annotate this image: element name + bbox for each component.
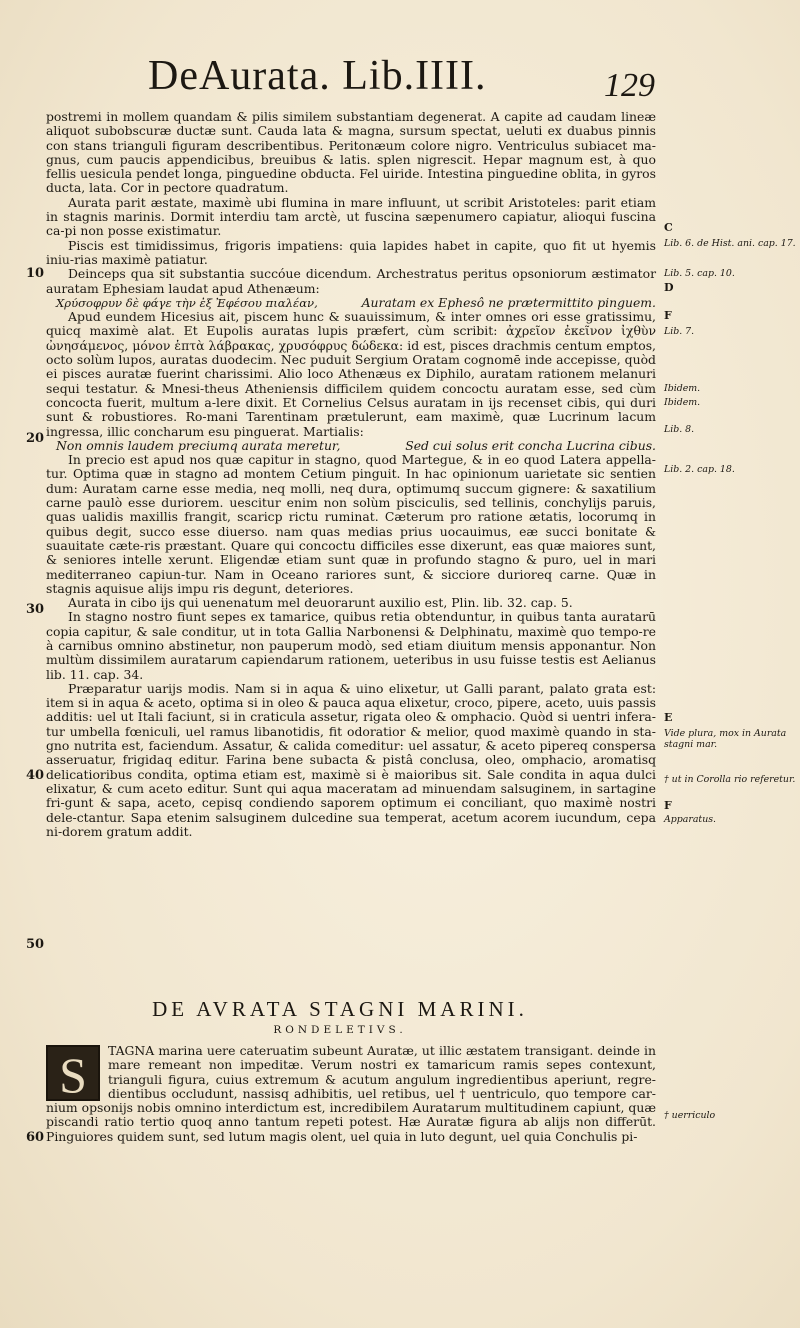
line-number: 30 <box>26 602 45 617</box>
paragraph: Aurata in cibo ijs qui uenenatum mel deuorarunt auxilio est, Plin. lib. 32. cap. 5. <box>68 595 573 611</box>
margin-note: C <box>664 221 673 234</box>
margin-note: Lib. 6. de Hist. ani. cap. 17. <box>664 238 796 249</box>
decorated-initial: S <box>46 1045 100 1101</box>
margin-note: † uerriculo <box>664 1110 716 1121</box>
margin-note: Ibidem. <box>664 383 701 394</box>
margin-note: Apparatus. <box>664 814 717 825</box>
greek-verse-text: Χρύσοφρυν δὲ φάγε τὴν ἐξ Ἐφέσου πιαλέαν, <box>56 295 318 310</box>
margin-note: F <box>664 309 672 322</box>
martial-verse <box>46 439 656 453</box>
paragraph: Deinceps qua sit substantia succóue dicendum. Archestratus peritus opsoniorum æstimator auratam Ephesiam laudat apud Athenæum: <box>46 266 656 296</box>
paragraph: Præparatur uarijs modis. Nam si in aqua & uino elixetur, ut Galli parant, palato grata est: item si in aqua & aceto, optima si in oleo & pauca aqua elixetur, croco, pipere, aceto, uuis passis additis: uel ut Itali faciunt, si in craticula assetur, rigata oleo & omphacio. Quòd si uentri infera-tur umbella fœniculi, uel ramus libanotidis, fit odoratior & melior, quod maximè quando in sta-gno nutrita est, faciendum. Assatur, & calida comeditur: uel assatur, & aceto pipereq conspersa asseruatur, frigidaq editur. Farina bene subacta & pistâ conclusa, oleo, omphacio, aromatisq delicatioribus condita, optima etiam est, maximè si è maioribus sit. Sale condita in aqua dulci elixatur, & cum aceto editur. Sunt qui aqua maceratam ad minuendam salsuginem, in sartagine fri-gunt & sapa, aceto, cepisq condiendo saporem optimum ei conciliant, quo maximè nostri dele-ctantur. Sapa etenim salsuginem dulcedine sua temperat, acetum acorem iucundum, cepa ni-dorem gratum addit. <box>46 680 656 839</box>
margin-note: Lib. 5. cap. 10. <box>664 268 735 279</box>
line-number: 20 <box>26 431 45 446</box>
line-number: 60 <box>26 1130 45 1145</box>
line-number: 40 <box>26 768 45 783</box>
martial-verse-left: Non omnis laudem preciumq aurata meretur, <box>56 437 341 453</box>
section-body <box>46 1044 656 1144</box>
margin-note: † ut in Corolla rio referetur. <box>664 774 796 785</box>
section-author: RONDELETIVS. <box>273 1024 407 1036</box>
section-title: DE AVRATA STAGNI MARINI. <box>152 997 528 1021</box>
paragraph: Piscis est timidissimus, frigoris impatiens: quia lapides habet in capite, quo fit ut hyemis iniu-rias maximè patiatur. <box>46 237 656 267</box>
running-head: DeAurata. Lib.IIII. <box>148 53 487 99</box>
margin-note: Lib. 7. <box>664 326 695 337</box>
greek-verse-translation: Auratam ex Ephesô ne prætermittito pinguem. <box>361 294 656 310</box>
margin-note: Vide plura, mox in Aurata stagni mar. <box>664 728 787 750</box>
margin-note: F <box>664 799 672 812</box>
paragraph: Apud eundem Hicesius ait, piscem hunc & suauissimum, & inter omnes ori esse gratissimu, quicq maximè alat. Et Eupolis auratas lupis præfert, cùm scribit: ἀχρεῖον ἐκεῖνον ἰχθὺν ὠνησάμενος, μόνον ἑπτὰ λάβρακας, χρυσόφρυς δώδεκα: id est, pisces drachmis centum emptos, octo solùm lupos, auratas duodecim. Nec puduit Sergium Oratam cognomē inde accepisse, quòd ei pisces auratæ fuerint charissimi. Alio loco Athenæus ex Diphilo, auratam rationem melanuri sequi testatur. & Mnesi-theus Atheniensis difficilem quidem concoctu auratam esse, sed cùm concocta fuerit, multum a-lere dixit. Et Cornelius Celsus auratam in ijs recenset cibis, qui duri sunt & robustiores. Ro-mani Tarentinam prætulerunt, eam maximè, quæ Lucrinum lacum ingressa, illic concharum esu pinguerat. Martialis: <box>46 309 656 439</box>
paragraph: In precio est apud nos quæ capitur in stagno, quod Martegue, & in eo quod Latera appella-tur. Optima quæ in stagno ad montem Cetium pinguit. In hac opinionum uarietate sic sentien dum: Auratam carne esse media, neq molli, neq dura, optimumq succum gignere: & saxatilium carne paulò esse duriorem. uescitur enim non solùm pisciculis, sed tellinis, conchylijs paruis, quas ualidis maxillis frangit, scaricp rictu ruminat. Cæterum pro ratione ætatis, locorumq in quibus degit, succo esse diuerso. nam quas medias prius uocauimus, eæ succi bonitate & suauitate cæte-ris præstant. Quare qui concoctu difficiles esse dixerunt, eas quæ maiores sunt, & seniores intelle xerunt. Eligendæ etiam sunt quæ in profundo stagno & puro, uel in mari mediterraneo capiun-tur. Nam in Oceano rariores sunt, & sicciore durioreq carne. Quæ in stagnis aquisue alijs impu ris degunt, deteriores. <box>46 452 656 596</box>
margin-note: Lib. 2. cap. 18. <box>664 464 735 475</box>
martial-verse-right: Sed cui solus erit concha Lucrina cibus. <box>405 437 656 453</box>
paragraph: postremi in mollem quandam & pilis similem substantiam degenerat. A capite ad caudam lineæ aliquot subobscuræ ductæ sunt. Cauda lata & magna, sursum spectat, ueluti ex duabus pinnis con stans trianguli figuram describentibus. Peritonæum colore nigro. Ventriculus subiacet ma-gnus, cum paucis appendicibus, breuibus & latis. splen nigrescit. Hepar magnum est, à quo fellis uesicula pendet longa, pinguedine obducta. Fel uiride. Intestina pinguedine oblita, in gyros ducta, lata. Cor in pectore quadratum. <box>46 109 656 196</box>
page-number: 129 <box>604 67 655 104</box>
paragraph: Aurata parit æstate, maximè ubi flumina in mare influunt, ut scribit Aristoteles: parit etiam in stagnis marinis. Dormit interdiu tam arctè, ut fuscina sæpenumero capiatur, alioqui fuscina ca-pi non posse existimatur. <box>46 194 656 239</box>
page-header <box>148 52 668 112</box>
margin-note: Lib. 8. <box>664 424 695 435</box>
margin-note: D <box>664 281 674 294</box>
margin-note: Ibidem. <box>664 397 701 408</box>
greek-verse <box>46 296 656 310</box>
paragraph: In stagno nostro fiunt sepes ex tamarice, quibus retia obtenduntur, in quibus tanta auratarū copia capitur, & sale conditur, ut in tota Gallia Narbonensi & Delphinatu, maximè quo tempo-re à carnibus omnino abstinetur, non pauperum modò, sed etiam diuitum mensis apponantur. Non multùm dissimilem auratarum capiendarum rationem, ueteribus in usu fuisse testis est Aelianus lib. 11. cap. 34. <box>46 609 656 682</box>
main-text <box>46 110 656 839</box>
line-number: 10 <box>26 266 45 281</box>
line-number: 50 <box>26 937 45 952</box>
section-text: TAGNA marina uere cateruatim subeunt Auratæ, ut illic æstatem transigant. deinde in mare remeant non impeditæ. Verum nostri ex tamaricum ramis sepes contexunt, trianguli figura, cuius extremum & acutum angulum ingredientibus aperiunt, regre-dientibus occludunt, nassisq adhibitis, uel retibus, uel † uentriculo, quo tempore car-nium opsonijs nobis omnino interdictum est, incredibilem Auratarum multitudinem capiunt, quæ piscandi ratio tertio quoq anno tantum repeti potest. Hæ Auratæ figura ab alijs non differūt. Pinguiores quidem sunt, sed lutum magis olent, uel quia in luto degunt, uel quia Conchulis pi- <box>46 1043 656 1144</box>
margin-note: E <box>664 711 673 724</box>
